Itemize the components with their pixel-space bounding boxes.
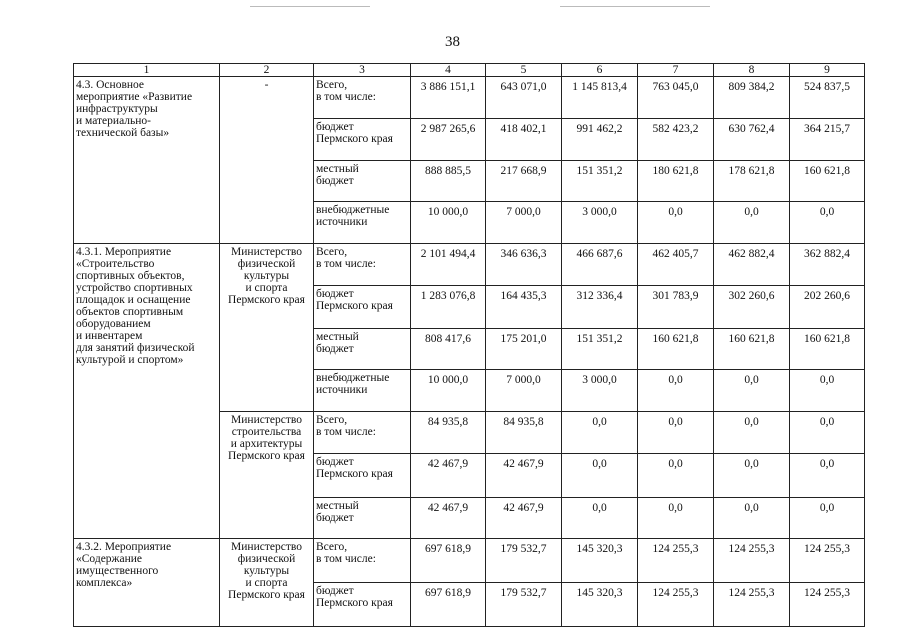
amount-cell-col-7: 124 255,3 [638, 539, 714, 583]
text-line: строительства [231, 426, 302, 438]
amount-cell-col-5: 42 467,9 [486, 498, 562, 539]
text-line: Пермского края [316, 300, 393, 312]
text-line: и спорта [245, 577, 288, 589]
text-line: и инвентарем [76, 330, 143, 342]
amount-cell-col-5: 7 000,0 [486, 202, 562, 244]
amount-cell-col-4: 697 618,9 [411, 583, 486, 627]
text-line: Всего, [316, 541, 348, 553]
text-line: бюджет [316, 343, 354, 355]
amount-cell-col-9: 0,0 [790, 498, 865, 539]
text-line: 4.3.2. Мероприятие [76, 541, 172, 553]
amount-cell-col-6: 0,0 [562, 454, 638, 498]
amount-cell-col-9: 124 255,3 [790, 583, 865, 627]
text-line: физической [237, 553, 296, 565]
amount-cell-col-5: 217 668,9 [486, 161, 562, 202]
amount-cell-col-4: 888 885,5 [411, 161, 486, 202]
amount-cell-col-4: 2 987 265,6 [411, 119, 486, 161]
column-number-7: 7 [638, 64, 714, 77]
amount-cell-col-9: 0,0 [790, 412, 865, 454]
amount-cell-col-7: 763 045,0 [638, 77, 714, 119]
executor-cell [220, 77, 314, 244]
amount-cell-col-4: 2 101 494,4 [411, 244, 486, 286]
amount-cell-col-5: 42 467,9 [486, 454, 562, 498]
executor-cell [220, 244, 314, 412]
amount-cell-col-6: 3 000,0 [562, 202, 638, 244]
text-line: площадок и оснащение [76, 294, 191, 306]
text-line: Пермского края [316, 468, 393, 480]
amount-cell-col-4: 1 283 076,8 [411, 286, 486, 329]
funding-source-cell [314, 77, 411, 119]
amount-cell-col-6: 145 320,3 [562, 539, 638, 583]
text-line: культуры [243, 565, 290, 577]
scan-top-edge-left [250, 6, 370, 7]
scan-top-edge-right [560, 6, 710, 7]
text-line: и спорта [245, 282, 288, 294]
text-line: физической [237, 258, 296, 270]
amount-cell-col-8: 0,0 [714, 454, 790, 498]
amount-cell-col-8: 630 762,4 [714, 119, 790, 161]
amount-cell-col-7: 0,0 [638, 498, 714, 539]
text-line: 4.3. Основное [76, 79, 145, 91]
text-line: Всего, [316, 79, 348, 91]
page-number: 38 [445, 34, 460, 50]
funding-source-cell [314, 454, 411, 498]
text-line: бюджет [316, 456, 354, 468]
text-line: для занятий физической [76, 342, 195, 354]
activity-name-cell [74, 539, 220, 627]
budget-table [73, 63, 865, 627]
amount-cell-col-6: 151 351,2 [562, 161, 638, 202]
amount-cell-col-5: 179 532,7 [486, 539, 562, 583]
column-number-row [74, 64, 865, 77]
table-row [74, 244, 865, 286]
text-line: местный [316, 163, 359, 175]
text-line: устройство спортивных [76, 282, 193, 294]
amount-cell-col-8: 462 882,4 [714, 244, 790, 286]
amount-cell-col-7: 0,0 [638, 412, 714, 454]
text-line: инфраструктуры [76, 103, 158, 115]
amount-cell-col-7: 180 621,8 [638, 161, 714, 202]
table-body [74, 64, 865, 627]
table-row [74, 77, 865, 119]
text-line: бюджет [316, 121, 354, 133]
amount-cell-col-6: 145 320,3 [562, 583, 638, 627]
amount-cell-col-6: 0,0 [562, 498, 638, 539]
amount-cell-col-8: 302 260,6 [714, 286, 790, 329]
text-line: Пермского края [316, 133, 393, 145]
amount-cell-col-9: 124 255,3 [790, 539, 865, 583]
amount-cell-col-5: 418 402,1 [486, 119, 562, 161]
text-line: Всего, [316, 414, 348, 426]
text-line: бюджет [316, 288, 354, 300]
amount-cell-col-7: 0,0 [638, 370, 714, 412]
text-line: Пермского края [316, 597, 393, 609]
text-line: «Содержание [76, 553, 143, 565]
text-line: комплекса» [76, 577, 133, 589]
text-line: «Строительство [76, 258, 155, 270]
text-line: объектов спортивным [76, 306, 184, 318]
text-line: Всего, [316, 246, 348, 258]
amount-cell-col-4: 808 417,6 [411, 329, 486, 370]
amount-cell-col-7: 301 783,9 [638, 286, 714, 329]
amount-cell-col-8: 160 621,8 [714, 329, 790, 370]
amount-cell-col-8: 0,0 [714, 370, 790, 412]
amount-cell-col-9: 0,0 [790, 454, 865, 498]
text-line: Пермского края [228, 589, 305, 601]
amount-cell-col-9: 160 621,8 [790, 161, 865, 202]
amount-cell-col-4: 10 000,0 [411, 370, 486, 412]
amount-cell-col-6: 151 351,2 [562, 329, 638, 370]
text-line: бюджет [316, 175, 354, 187]
text-line: и материально- [76, 115, 151, 127]
funding-source-cell [314, 583, 411, 627]
amount-cell-col-6: 466 687,6 [562, 244, 638, 286]
amount-cell-col-9: 362 882,4 [790, 244, 865, 286]
text-line: Пермского края [228, 294, 305, 306]
amount-cell-col-4: 42 467,9 [411, 454, 486, 498]
funding-source-cell [314, 370, 411, 412]
amount-cell-col-8: 124 255,3 [714, 583, 790, 627]
column-number-8: 8 [714, 64, 790, 77]
amount-cell-col-7: 0,0 [638, 454, 714, 498]
amount-cell-col-4: 84 935,8 [411, 412, 486, 454]
amount-cell-col-9: 160 621,8 [790, 329, 865, 370]
amount-cell-col-5: 175 201,0 [486, 329, 562, 370]
text-line: и архитектуры [230, 438, 303, 450]
text-line: - [264, 79, 269, 91]
amount-cell-col-4: 42 467,9 [411, 498, 486, 539]
activity-name-cell [74, 77, 220, 244]
amount-cell-col-4: 697 618,9 [411, 539, 486, 583]
funding-source-cell [314, 119, 411, 161]
table-row [74, 539, 865, 583]
funding-source-cell [314, 244, 411, 286]
text-line: источники [316, 216, 368, 228]
amount-cell-col-6: 0,0 [562, 412, 638, 454]
text-line: 4.3.1. Мероприятие [76, 246, 172, 258]
funding-source-cell [314, 161, 411, 202]
amount-cell-col-9: 202 260,6 [790, 286, 865, 329]
text-line: местный [316, 331, 359, 343]
column-number-3: 3 [314, 64, 411, 77]
executor-cell [220, 539, 314, 627]
amount-cell-col-8: 124 255,3 [714, 539, 790, 583]
funding-source-cell [314, 329, 411, 370]
amount-cell-col-9: 0,0 [790, 202, 865, 244]
text-line: в том числе: [316, 426, 376, 438]
text-line: Пермского края [228, 450, 305, 462]
activity-name-cell [74, 244, 220, 539]
amount-cell-col-7: 124 255,3 [638, 583, 714, 627]
column-number-1: 1 [74, 64, 220, 77]
amount-cell-col-5: 7 000,0 [486, 370, 562, 412]
amount-cell-col-6: 991 462,2 [562, 119, 638, 161]
text-line: бюджет [316, 585, 354, 597]
column-number-2: 2 [220, 64, 314, 77]
text-line: спортивных объектов, [76, 270, 185, 282]
column-number-6: 6 [562, 64, 638, 77]
column-number-9: 9 [790, 64, 865, 77]
amount-cell-col-8: 0,0 [714, 412, 790, 454]
amount-cell-col-7: 0,0 [638, 202, 714, 244]
text-line: технической базы» [76, 127, 170, 139]
amount-cell-col-7: 462 405,7 [638, 244, 714, 286]
column-number-5: 5 [486, 64, 562, 77]
amount-cell-col-8: 0,0 [714, 202, 790, 244]
text-line: в том числе: [316, 553, 376, 565]
text-line: источники [316, 384, 368, 396]
text-line: местный [316, 500, 359, 512]
amount-cell-col-7: 160 621,8 [638, 329, 714, 370]
text-line: культуры [243, 270, 290, 282]
funding-source-cell [314, 286, 411, 329]
text-line: Министерство [231, 541, 302, 553]
amount-cell-col-8: 809 384,2 [714, 77, 790, 119]
text-line: внебюджетные [316, 204, 390, 216]
amount-cell-col-5: 643 071,0 [486, 77, 562, 119]
column-number-4: 4 [411, 64, 486, 77]
amount-cell-col-5: 84 935,8 [486, 412, 562, 454]
amount-cell-col-4: 3 886 151,1 [411, 77, 486, 119]
text-line: культурой и спортом» [76, 354, 184, 366]
amount-cell-col-4: 10 000,0 [411, 202, 486, 244]
text-line: бюджет [316, 512, 354, 524]
text-line: Министерство [231, 246, 302, 258]
amount-cell-col-5: 179 532,7 [486, 583, 562, 627]
funding-source-cell [314, 412, 411, 454]
amount-cell-col-6: 3 000,0 [562, 370, 638, 412]
amount-cell-col-9: 524 837,5 [790, 77, 865, 119]
amount-cell-col-6: 1 145 813,4 [562, 77, 638, 119]
text-line: оборудованием [76, 318, 151, 330]
funding-source-cell [314, 202, 411, 244]
text-line: мероприятие «Развитие [76, 91, 193, 103]
text-line: в том числе: [316, 91, 376, 103]
text-line: имущественного [76, 565, 159, 577]
text-line: внебюджетные [316, 372, 390, 384]
amount-cell-col-9: 0,0 [790, 370, 865, 412]
amount-cell-col-8: 178 621,8 [714, 161, 790, 202]
amount-cell-col-5: 164 435,3 [486, 286, 562, 329]
amount-cell-col-7: 582 423,2 [638, 119, 714, 161]
executor-cell [220, 412, 314, 539]
funding-source-cell [314, 539, 411, 583]
funding-source-cell [314, 498, 411, 539]
text-line: Министерство [231, 414, 302, 426]
amount-cell-col-9: 364 215,7 [790, 119, 865, 161]
amount-cell-col-8: 0,0 [714, 498, 790, 539]
amount-cell-col-6: 312 336,4 [562, 286, 638, 329]
amount-cell-col-5: 346 636,3 [486, 244, 562, 286]
text-line: в том числе: [316, 258, 376, 270]
